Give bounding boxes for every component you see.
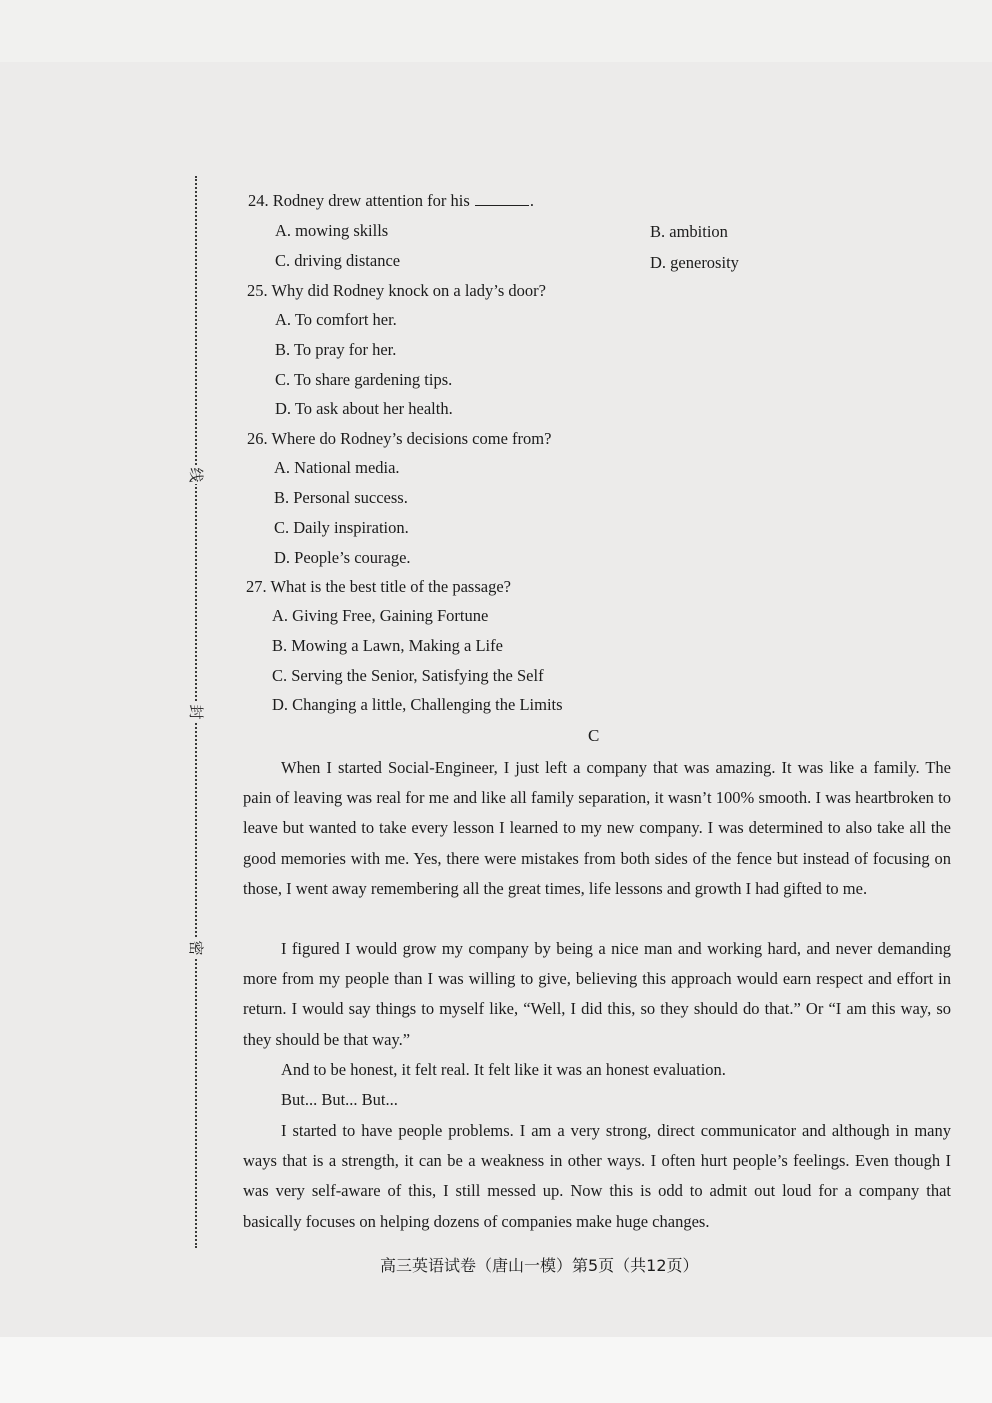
question-26-option-d: D. People’s courage.: [274, 548, 411, 567]
binding-char-mi: 密: [187, 940, 205, 956]
page-margin: [0, 1337, 992, 1403]
passage-paragraph: I figured I would grow my company by being a nice man and working hard, and never demanding more from my people than I was willing to give, believing this approach would earn respect and effort in return. I would say things to myself like, “Well, I did this, so they should do that.” Or “I am this way, so they should be that way.”: [243, 939, 951, 1049]
binding-char-feng: 封: [187, 704, 205, 720]
section-heading-c: C: [588, 726, 600, 745]
question-24-option-a: A. mowing skills: [275, 221, 389, 240]
question-24-option-d: D. generosity: [650, 253, 739, 272]
question-25-option-d: D. To ask about her health.: [275, 399, 453, 418]
question-24-stem-end: .: [529, 191, 535, 210]
question-26-stem: 26. Where do Rodney’s decisions come from?: [247, 429, 552, 448]
question-26-option-a: A. National media.: [274, 458, 400, 477]
passage-paragraph: I started to have people problems. I am a very strong, direct communicator and although in many ways that is a strength, it can be a weakness in other ways. I often hurt people’s feelings. Even though I was very self-aware of this, I still messed up. Now this is odd to admit out loud for a company that basically focuses on helping dozens of companies make huge changes.: [243, 1121, 951, 1231]
question-25-option-b: B. To pray for her.: [275, 340, 397, 359]
question-26-option-b: B. Personal success.: [274, 488, 408, 507]
question-27-option-c: C. Serving the Senior, Satisfying the Self: [272, 666, 544, 685]
question-27-option-a: A. Giving Free, Gaining Fortune: [272, 606, 489, 625]
question-25-stem: 25. Why did Rodney knock on a lady’s door?: [247, 281, 546, 300]
question-25-option-c: C. To share gardening tips.: [275, 370, 453, 389]
question-24-option-b: B. ambition: [650, 222, 728, 241]
passage-paragraph: But... But... But...: [281, 1090, 398, 1109]
question-27-stem: 27. What is the best title of the passage?: [246, 577, 511, 596]
answer-blank: [475, 191, 529, 206]
binding-char-xian: 线: [187, 467, 205, 483]
passage-paragraph: And to be honest, it felt real. It felt like it was an honest evaluation.: [281, 1060, 726, 1079]
passage-paragraph: When I started Social-Engineer, I just left a company that was amazing. It was like a family. The pain of leaving was real for me and like all family separation, it wasn’t 100% smooth. I was heartbroken to leave but wanted to take every lesson I learned to my new company. I was determined to also take all the good memories with me. Yes, there were mistakes from both sides of the fence but instead of focusing on those, I went away remembering all the great times, life lessons and growth I had gifted to me.: [243, 758, 951, 898]
question-24-stem: [248, 190, 534, 212]
page-footer: 高三英语试卷（唐山一模）第5页（共12页）: [380, 1256, 699, 1275]
question-24-stem-text: 24. Rodney drew attention for his: [248, 191, 470, 210]
question-25-option-a: A. To comfort her.: [275, 310, 397, 329]
question-27-option-d: D. Changing a little, Challenging the Limits: [272, 695, 563, 714]
question-24-option-c: C. driving distance: [275, 251, 401, 270]
question-27-option-b: B. Mowing a Lawn, Making a Life: [272, 636, 503, 655]
question-26-option-c: C. Daily inspiration.: [274, 518, 409, 537]
